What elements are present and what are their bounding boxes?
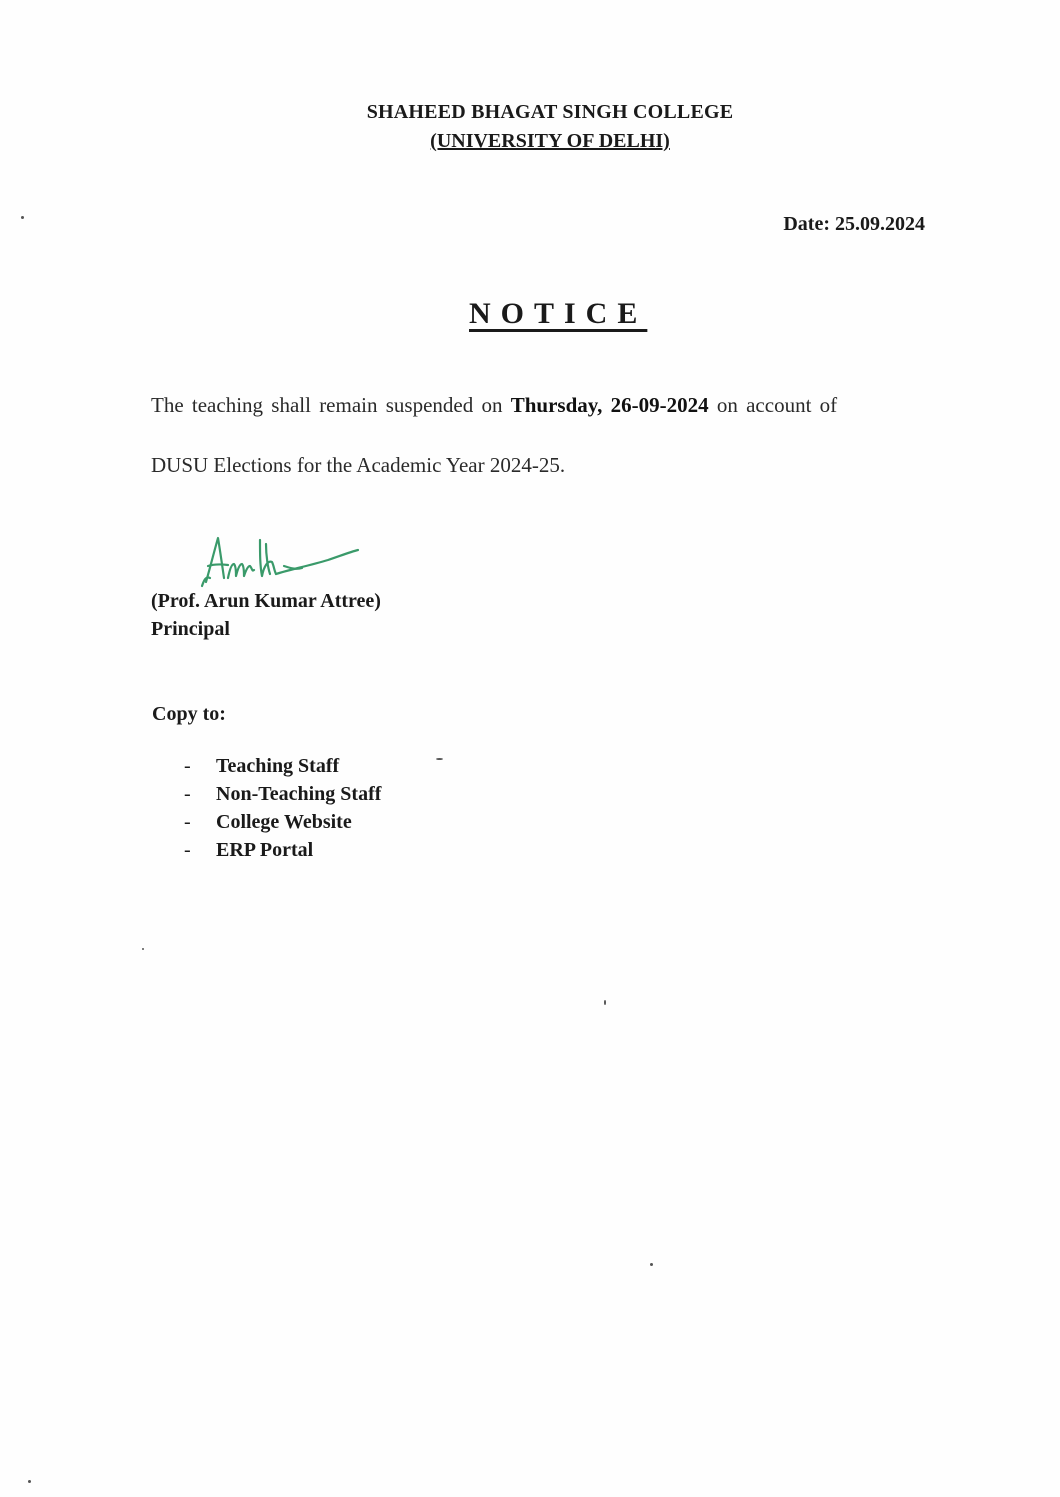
notice-title: NOTICE <box>469 297 648 330</box>
scan-speck <box>436 758 443 760</box>
copy-to-list <box>184 755 381 867</box>
signer-name: (Prof. Arun Kumar Attree) <box>151 590 381 612</box>
list-item-label: ERP Portal <box>216 839 314 861</box>
list-item-label: Non-Teaching Staff <box>216 783 382 805</box>
scan-speck <box>142 948 144 950</box>
list-item <box>184 839 381 867</box>
list-item <box>184 755 381 783</box>
list-item-label: College Website <box>216 811 352 833</box>
body-text-after: on account of <box>708 393 838 417</box>
list-dash: - <box>184 839 191 861</box>
scan-speck <box>604 1000 606 1005</box>
principal-signature <box>198 530 373 592</box>
university-name: (UNIVERSITY OF DELHI) <box>430 130 670 152</box>
list-dash: - <box>184 811 191 833</box>
suspension-date: Thursday, 26-09-2024 <box>510 393 709 417</box>
list-item <box>184 811 381 839</box>
college-name: SHAHEED BHAGAT SINGH COLLEGE <box>366 101 734 123</box>
notice-date: Date: 25.09.2024 <box>783 213 925 235</box>
signer-designation: Principal <box>151 618 230 640</box>
scan-speck <box>21 216 24 219</box>
copy-to-label: Copy to: <box>152 703 226 725</box>
list-item-label: Teaching Staff <box>216 755 340 777</box>
list-dash: - <box>184 783 191 805</box>
notice-body-line-1 <box>151 393 837 418</box>
notice-body-line-2: DUSU Elections for the Academic Year 2024-25. <box>151 453 566 477</box>
list-dash: - <box>184 755 191 777</box>
scan-speck <box>28 1480 31 1483</box>
body-text-before: The teaching shall remain suspended on <box>151 393 511 417</box>
list-item <box>184 783 381 811</box>
scan-speck <box>650 1263 653 1266</box>
